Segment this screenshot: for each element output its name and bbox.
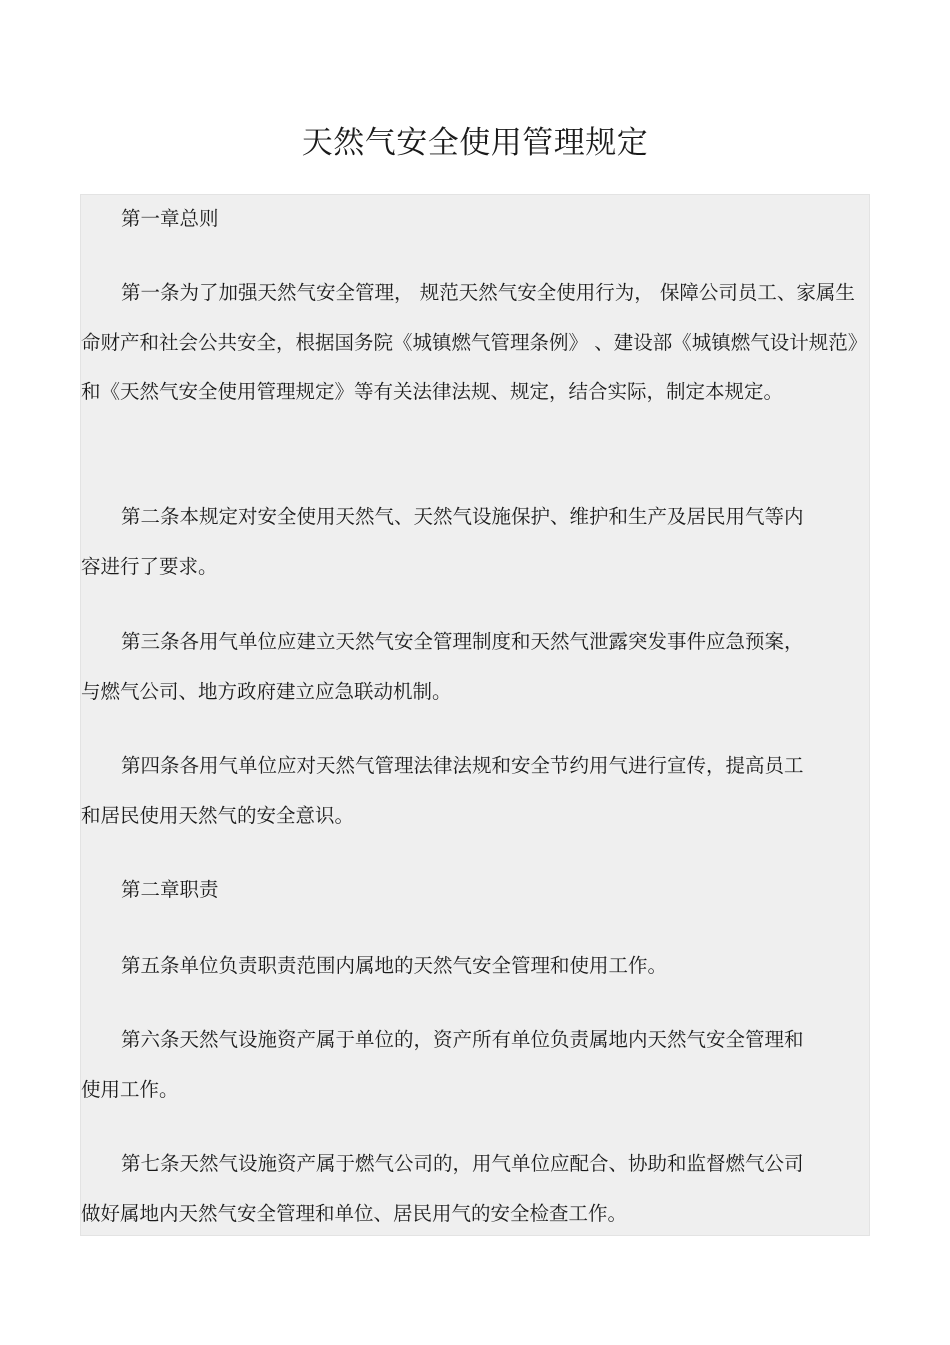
document-body: [80, 194, 870, 1236]
article-4: 第四条各用气单位应对天然气管理法律法规和安全节约用气进行宣传，提高员工和居民使用天然气的安全意识。: [81, 754, 804, 827]
document-title: 天然气安全使用管理规定: [301, 125, 649, 161]
article-7: 第七条天然气设施资产属于燃气公司的，用气单位应配合、协助和监督燃气公司做好属地内天然气安全管理和单位、居民用气的安全检查工作。: [81, 1152, 804, 1225]
chapter-heading-1: 第一章总则: [121, 207, 219, 230]
article-5: 第五条单位负责职责范围内属地的天然气安全管理和使用工作。: [121, 954, 668, 977]
article-2: 第二条本规定对安全使用天然气、天然气设施保护、维护和生产及居民用气等内容进行了要求。: [81, 505, 804, 578]
article-3: 第三条各用气单位应建立天然气安全管理制度和天然气泄露突发事件应急预案，与燃气公司、地方政府建立应急联动机制。: [81, 630, 804, 703]
article-1: 第一条为了加强天然气安全管理， 规范天然气安全使用行为， 保障公司员工、家属生命财产和社会公共安全，根据国务院《城镇燃气管理条例》 、建设部《城镇燃气设计规范》和《天然气安全使用管理规定》等有关法律法规、规定，结合实际，制定本规定。: [81, 281, 858, 403]
chapter-heading-2: 第二章职责: [121, 878, 219, 901]
article-6: 第六条天然气设施资产属于单位的，资产所有单位负责属地内天然气安全管理和使用工作。: [81, 1028, 804, 1101]
